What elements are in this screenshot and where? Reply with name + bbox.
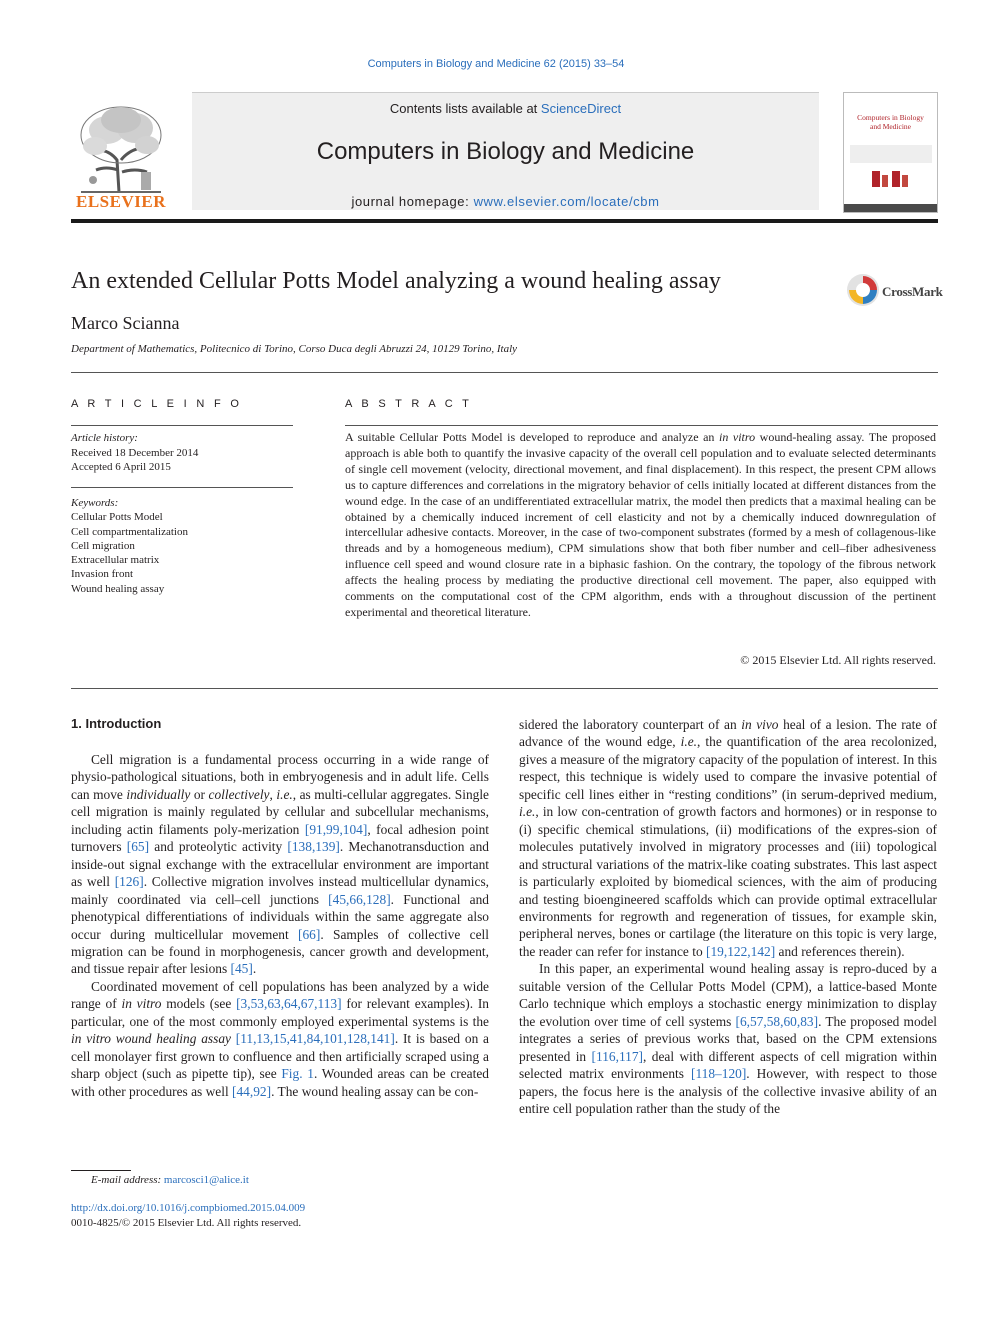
body-column-right <box>519 716 937 1117</box>
author-footnote: E-mail address: marcosci1@alice.it <box>91 1174 249 1186</box>
elsevier-wordmark: ELSEVIER <box>76 192 166 211</box>
citation-link[interactable]: [6,57,58,60,83] <box>735 1013 819 1029</box>
cover-title: Computers in Biology and Medicine <box>857 113 924 131</box>
article-info-rule <box>71 425 293 426</box>
journal-cover-thumbnail[interactable] <box>843 92 938 213</box>
cover-graphic <box>870 169 910 189</box>
journal-reference[interactable]: Computers in Biology and Medicine 62 (2015) 33–54 <box>367 58 625 70</box>
crossmark-icon <box>846 273 880 307</box>
paragraph: In this paper, an experimental wound healing assay is repro-duced by a suitable version of the Cellular Potts Model (CPM), a lattice-based Monte Carlo technique which employs a stochastic energy minimization to display the evolution over time of cell systems [6,57,58,60,83]. The proposed model integrates a series of previous works that, based on the CPM extensions presented in [116,117], deal with different aspects of cell migration within selected matrix environments [118–120]. However, with respect to those papers, the focus here is the analysis of the collective invasive ability of an entire cell population rather than the study of the <box>519 961 938 1116</box>
body-divider <box>71 688 938 689</box>
citation-link[interactable]: [116,117] <box>591 1048 643 1064</box>
keyword: Cellular Potts Model <box>71 511 163 524</box>
issn-copyright: 0010-4825/© 2015 Elsevier Ltd. All rights reserved. <box>71 1217 302 1229</box>
copyright-notice: © 2015 Elsevier Ltd. All rights reserved. <box>740 653 936 667</box>
journal-title: Computers in Biology and Medicine <box>316 138 695 165</box>
keyword: Invasion front <box>71 568 134 581</box>
citation-link[interactable]: [45] <box>230 961 253 977</box>
paragraph: sidered the laboratory counterpart of an in vivo heal of a lesion. The rate of advance of the wound edge, i.e., the quantification of the area recolonized, gives a measure of the migratory capacity of the population of interest. In this respect, this technique is widely used to compare the invasive potential of specific cell lines either in “resting conditions” (in serum-deprived medium, i.e., in low con-centration of growth factors and hormones) or in response to (i) specific chemical stimulations, (ii) modifications of the expres-sion of molecules putatively involved in migratory processes and (iii) topological and structural variations of the matrix-like coating substrates. This last aspect is particularly exploited by biomedical sciences, with the aim of producing and testing bioengineered scaffolds which can provide optimal extracellular environments for regrowth and regeneration of tissues, for example skin, peripheral nerves, bones or cartilage (the literature on this topic is very large, the reader can refer for instance to [19,122,142] and references therein). <box>519 717 938 959</box>
keyword: Cell compartmentalization <box>71 525 188 538</box>
body-column-left <box>71 751 489 1100</box>
section-heading-introduction: 1. Introduction <box>71 716 162 731</box>
journal-banner <box>192 92 819 210</box>
citation-link[interactable]: [45,66,128] <box>328 891 391 907</box>
citation-link[interactable]: [138,139] <box>287 839 340 855</box>
keywords-rule <box>71 487 293 488</box>
homepage-link[interactable]: www.elsevier.com/locate/cbm <box>473 194 660 209</box>
keyword: Wound healing assay <box>71 582 165 595</box>
paper-title: An extended Cellular Potts Model analyzing a wound healing assay <box>71 268 721 294</box>
article-history: Article history: Received 18 December 2014 Accepted 6 April 2015 <box>71 432 199 473</box>
keyword: Cell migration <box>71 539 135 552</box>
paragraph: Cell migration is a fundamental process occurring in a wide range of physio-pathological situations, both in embryogenesis and in adult life. Cells can move individually or collectively, i.e., as multi-cellular aggregates. Single cell migration is mainly regulated by cellular and subcellular mechanisms, including actin filaments poly-merization [91,99,104], focal adhesion point turnovers [65] and proteolytic activity [138,139]. Mechanotransduction and inside-out signal exchange with the extracellular environment are important as well [126]. Collective migration involves instead multicellular dynamics, mainly coordinated via cell–cell junctions [45,66,128]. Functional and phenotypical differentiations of individuals within the same aggregate also occur during multicellular movement [66]. Samples of collective cell migration can be found in morphogenesis, cancer growth and development, and tissue repair after lesions [45]. <box>71 752 489 977</box>
footnote-rule <box>71 1170 131 1171</box>
article-info-heading: A R T I C L E I N F O <box>71 398 243 410</box>
crossmark-badge[interactable]: CrossMark <box>846 273 946 313</box>
paragraph: Coordinated movement of cell populations has been analyzed by a wide range of in vitro models (see [3,53,63,64,67,113] for relevant examples). In particular, one of the most commonly employed experimental systems is the in vitro wound healing assay [11,13,15,41,84,101,128,141]. It is based on a cell monolayer first grown to confluence and then artificially scraped using a sharp object (such as pipette tip), see Fig. 1. Wounded areas can be created with other procedures as well [44,92]. The wound healing assay can be con- <box>71 978 490 1099</box>
keyword: Extracellular matrix <box>71 554 160 567</box>
citation-link[interactable]: [44,92] <box>232 1083 272 1099</box>
author-name: Marco Scianna <box>71 313 180 333</box>
abstract-heading: A B S T R A C T <box>345 398 473 410</box>
email-link[interactable]: marcosci1@alice.it <box>163 1174 249 1186</box>
citation-link[interactable]: [118–120] <box>691 1066 747 1082</box>
author-affiliation: Department of Mathematics, Politecnico di Torino, Corso Duca degli Abruzzi 24, 10129 Torino, Italy <box>71 343 518 355</box>
contents-line: Contents lists available at ScienceDirect <box>389 101 622 116</box>
header-divider <box>71 372 938 373</box>
figure-link[interactable]: Fig. 1 <box>281 1066 314 1082</box>
citation-link[interactable]: [11,13,15,41,84,101,128,141] <box>235 1031 395 1047</box>
homepage-line: journal homepage: www.elsevier.com/locate/cbm <box>351 194 660 209</box>
citation-link[interactable]: [19,122,142] <box>706 943 776 959</box>
cover-band <box>850 145 932 163</box>
sciencedirect-link[interactable]: ScienceDirect <box>540 101 622 116</box>
masthead <box>71 92 938 214</box>
citation-link[interactable]: [3,53,63,64,67,113] <box>236 996 342 1012</box>
citation-link[interactable]: [65] <box>126 839 150 855</box>
cover-stripe <box>844 204 937 212</box>
citation-link[interactable]: [91,99,104] <box>304 821 368 837</box>
citation-link[interactable]: [66] <box>298 926 321 942</box>
abstract-rule <box>345 425 938 426</box>
doi-link[interactable]: http://dx.doi.org/10.1016/j.compbiomed.2015.04.009 <box>71 1202 306 1214</box>
citation-link[interactable]: [126] <box>114 874 144 890</box>
masthead-rule <box>71 219 938 223</box>
abstract-text: A suitable Cellular Potts Model is developed to reproduce and analyze an in vitro wound-healing assay. The proposed approach is able both to quantify the invasive capacity of the overall cell population and to evaluate selected determinants of single cell movement (velocity, directional movement, and final displacement). In this respect, the present CPM allows us to capture differences and correlations in the migratory behavior of cells initially located at different distances from the wound edge. In the case of an undifferentiated extracellular matrix, the model then predicts that a maximal healing can be obtained by a chemically induced increment of cell elasticity and not by a chemically induced downregulation of intercellular adhesive contacts. Moreover, in the case of two-component substrates (formed by a mesh of collagenous-like threads and by a homogeneous medium), CPM simulations show that both fiber number and cell–fiber adhesiveness influence cell speed and wound closure rate in a biphasic fashion. On the contrary, the topology of the fibrous network affects the healing process by mediating the productive directional cell movement. The paper, also equipped with comments on the computational cost of the CPM algorithm, ends with a throughout discussion of the pertinent experimental and theoretical literature. <box>345 430 936 619</box>
doi-block <box>71 1201 305 1231</box>
keywords-list: Keywords: Cellular Potts Model Cell compartmentalization Cell migration Extracellular matrix Invasion front Wound healing assay <box>71 497 188 595</box>
